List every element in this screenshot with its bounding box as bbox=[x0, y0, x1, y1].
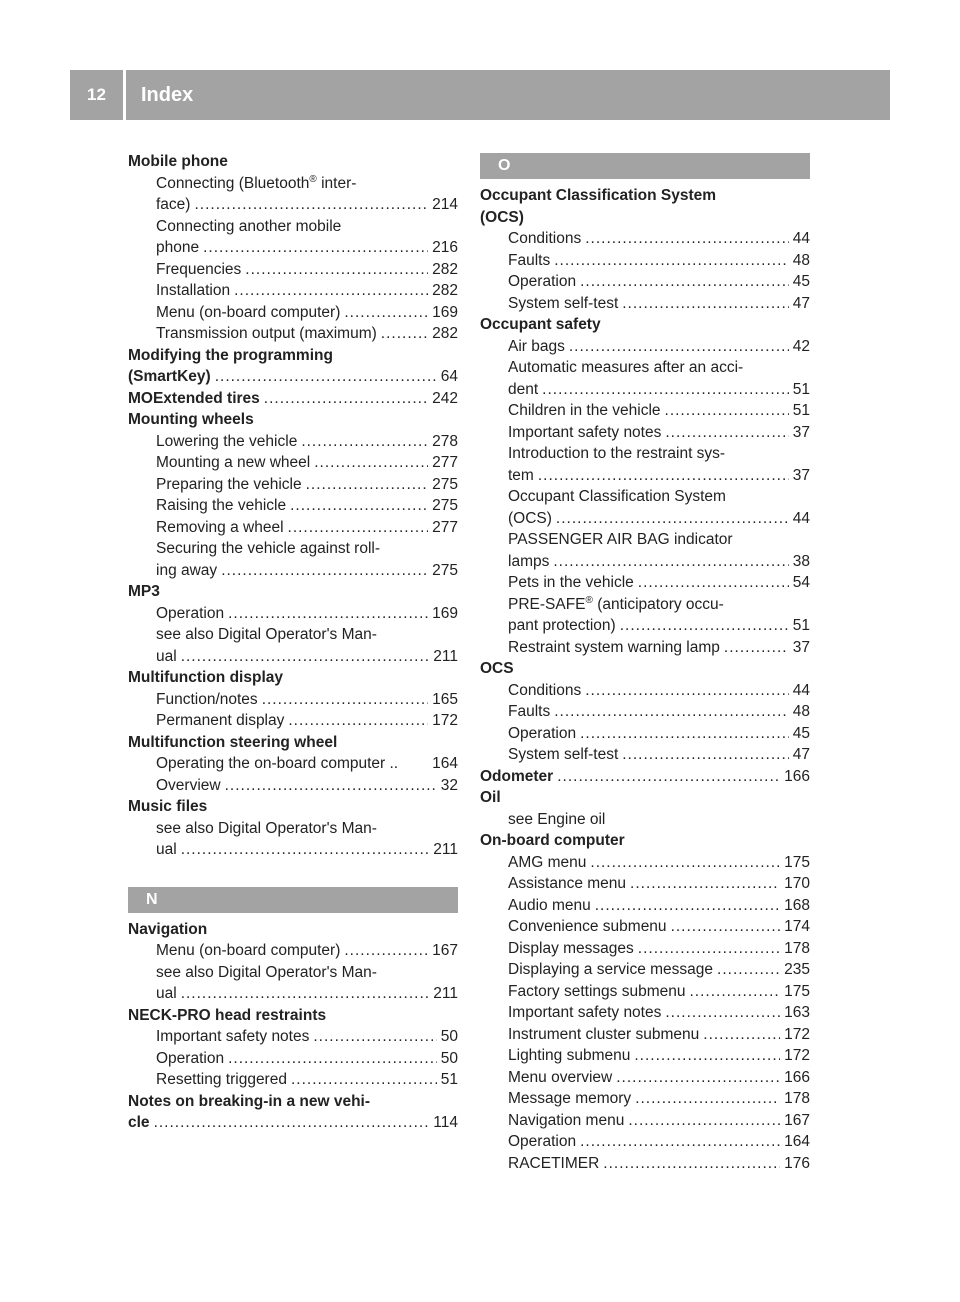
index-subentry: see also Digital Operator's Man- bbox=[156, 626, 377, 643]
index-subentry: Occupant Classification System bbox=[508, 488, 726, 505]
letter-section-n: N bbox=[128, 887, 458, 913]
page-ref: 47 bbox=[792, 294, 810, 312]
page-ref: 51 bbox=[792, 380, 810, 398]
index-heading: Multifunction steering wheel bbox=[128, 733, 338, 751]
letter-section-o: O bbox=[480, 153, 810, 179]
page-ref: 178 bbox=[784, 939, 810, 957]
index-heading: Oil bbox=[480, 789, 501, 806]
index-subentry: Instrument cluster submenu ..... 172 bbox=[480, 1024, 810, 1046]
index-subentry: Overview ..... 32 bbox=[128, 775, 458, 797]
index-subentry: Restraint system warning lamp ..... 37 bbox=[480, 637, 810, 659]
index-heading: Music files bbox=[128, 798, 208, 815]
index-subentry: Operation ..... 45 bbox=[480, 271, 810, 293]
page-ref: 37 bbox=[792, 466, 810, 484]
page-ref: 50 bbox=[440, 1049, 458, 1067]
index-subentry: System self-test ..... 47 bbox=[480, 744, 810, 766]
index-subentry: Operating the on-board computer .. 164 bbox=[128, 753, 458, 775]
index-subentry: Operation ..... 164 bbox=[480, 1131, 810, 1153]
page-ref: 163 bbox=[784, 1004, 810, 1021]
page-ref: 175 bbox=[784, 853, 810, 871]
index-column-left bbox=[128, 151, 458, 1134]
index-subentry: Connecting (Bluetooth® inter- bbox=[156, 173, 357, 192]
index-heading: Occupant safety bbox=[480, 316, 601, 333]
page-ref: 275 bbox=[432, 561, 458, 579]
index-subentry: pant protection) ..... 51 bbox=[480, 615, 810, 637]
index-entry: Odometer ..... 166 bbox=[480, 766, 810, 788]
index-subentry: Conditions ..... 44 bbox=[480, 680, 810, 702]
page-ref: 278 bbox=[432, 432, 458, 450]
page-ref: 166 bbox=[784, 767, 810, 785]
index-heading: Mobile phone bbox=[128, 153, 228, 170]
page-ref: 164 bbox=[784, 1133, 810, 1150]
page-ref: 170 bbox=[784, 875, 810, 892]
page-ref: 174 bbox=[784, 918, 810, 935]
index-subentry: Factory settings submenu ..... 175 bbox=[480, 981, 810, 1003]
index-subentry: ual ..... 211 bbox=[128, 983, 458, 1005]
index-subentry: face) ..... 214 bbox=[128, 194, 458, 216]
page-ref: 172 bbox=[784, 1047, 810, 1064]
index-subentry: ual ..... 211 bbox=[128, 646, 458, 668]
index-heading: Multifunction display bbox=[128, 669, 283, 686]
index-subentry: Removing a wheel ..... 277 bbox=[128, 517, 458, 539]
page-ref: 211 bbox=[433, 647, 458, 665]
page-ref: 167 bbox=[432, 942, 458, 959]
index-heading: Notes on breaking-in a new vehi- bbox=[128, 1092, 371, 1110]
index-heading: On-board computer bbox=[480, 832, 625, 849]
index-heading: Mounting wheels bbox=[128, 411, 254, 428]
index-subentry: Menu (on-board computer) ..... 169 bbox=[128, 302, 458, 324]
index-subentry: Faults ..... 48 bbox=[480, 250, 810, 272]
index-subentry: Operation ..... 169 bbox=[128, 603, 458, 625]
index-subentry: Function/notes ..... 165 bbox=[128, 689, 458, 711]
page-ref: 178 bbox=[784, 1090, 810, 1107]
index-subentry: Frequencies ..... 282 bbox=[128, 259, 458, 281]
index-subentry: lamps ..... 38 bbox=[480, 551, 810, 573]
page-header bbox=[70, 70, 890, 120]
index-subentry: Menu overview ..... 166 bbox=[480, 1067, 810, 1089]
index-entry: MOExtended tires ..... 242 bbox=[128, 388, 458, 410]
index-subentry: Important safety notes ..... 50 bbox=[128, 1026, 458, 1048]
page-ref: 44 bbox=[792, 509, 810, 527]
page-ref: 37 bbox=[792, 423, 810, 441]
onboard-computer-list bbox=[480, 852, 810, 1175]
index-subentry: Transmission output (maximum) ..... 282 bbox=[128, 323, 458, 345]
index-subentry: Children in the vehicle ..... 51 bbox=[480, 400, 810, 422]
index-subentry: RACETIMER ..... 176 bbox=[480, 1153, 810, 1175]
page-ref: 277 bbox=[432, 518, 458, 536]
page-ref: 275 bbox=[432, 497, 458, 514]
index-heading: Navigation bbox=[128, 920, 208, 938]
index-subentry: Important safety notes ..... 163 bbox=[480, 1002, 810, 1024]
index-heading: Modifying the programming bbox=[128, 346, 333, 364]
page-ref: 50 bbox=[440, 1028, 458, 1045]
page-ref: 114 bbox=[433, 1114, 458, 1131]
page-ref: 32 bbox=[440, 776, 458, 794]
page-title: Index bbox=[141, 83, 194, 106]
page-ref: 48 bbox=[792, 251, 810, 269]
page-ref: 172 bbox=[784, 1025, 810, 1043]
index-subentry: AMG menu ..... 175 bbox=[480, 852, 810, 874]
index-subentry: Resetting triggered ..... 51 bbox=[128, 1069, 458, 1091]
index-subentry: Pets in the vehicle ..... 54 bbox=[480, 572, 810, 594]
index-subentry: Preparing the vehicle ..... 275 bbox=[128, 474, 458, 496]
index-subentry: Connecting another mobile bbox=[156, 217, 342, 235]
index-subentry: Air bags ..... 42 bbox=[480, 336, 810, 358]
page-ref: 168 bbox=[784, 896, 810, 914]
page-ref: 214 bbox=[432, 196, 458, 213]
index-subentry: Permanent display ..... 172 bbox=[128, 710, 458, 732]
page-ref: 51 bbox=[792, 617, 810, 634]
page-ref: 169 bbox=[432, 604, 458, 622]
page-ref: 44 bbox=[792, 230, 810, 247]
page-ref: 211 bbox=[433, 841, 458, 858]
page-ref: 172 bbox=[432, 712, 458, 729]
index-subentry: Audio menu ..... 168 bbox=[480, 895, 810, 917]
index-subentry: Navigation menu ..... 167 bbox=[480, 1110, 810, 1132]
page-ref: 54 bbox=[792, 574, 810, 591]
index-subentry: Assistance menu ..... 170 bbox=[480, 873, 810, 895]
index-entry: cle ..... 114 bbox=[128, 1112, 458, 1134]
index-entry: (SmartKey) ..... 64 bbox=[128, 366, 458, 388]
page-ref: 167 bbox=[784, 1111, 810, 1129]
index-subentry: Convenience submenu ..... 174 bbox=[480, 916, 810, 938]
index-subentry: Displaying a service message ..... 235 bbox=[480, 959, 810, 981]
index-subentry: Menu (on-board computer) ..... 167 bbox=[128, 940, 458, 962]
page-ref: 216 bbox=[432, 239, 458, 256]
index-subentry: Installation ..... 282 bbox=[128, 280, 458, 302]
index-subentry: Important safety notes ..... 37 bbox=[480, 422, 810, 444]
page-number: 12 bbox=[70, 70, 126, 120]
index-subentry: Securing the vehicle against roll- bbox=[156, 540, 381, 557]
page-ref: 282 bbox=[432, 325, 458, 342]
page-ref: 166 bbox=[784, 1068, 810, 1086]
index-column-right bbox=[480, 153, 810, 1174]
page-ref: 275 bbox=[432, 475, 458, 493]
page-ref: 169 bbox=[432, 303, 458, 321]
page-ref: 277 bbox=[432, 454, 458, 471]
index-subentry: Lowering the vehicle ..... 278 bbox=[128, 431, 458, 453]
page-ref: 45 bbox=[792, 273, 810, 290]
page-ref: 164 bbox=[432, 755, 458, 772]
page-ref: 176 bbox=[784, 1154, 810, 1172]
page-ref: 51 bbox=[792, 402, 810, 419]
page-ref: 165 bbox=[432, 690, 458, 708]
page-ref: 38 bbox=[792, 552, 810, 570]
index-subentry: Automatic measures after an acci- bbox=[508, 359, 744, 376]
index-subentry: Raising the vehicle ..... 275 bbox=[128, 495, 458, 517]
index-subentry: ing away ..... 275 bbox=[128, 560, 458, 582]
index-subentry: dent ..... 51 bbox=[480, 379, 810, 401]
page-ref: 48 bbox=[792, 703, 810, 720]
index-subentry: Operation ..... 50 bbox=[128, 1048, 458, 1070]
index-subentry: Mounting a new wheel ..... 277 bbox=[128, 452, 458, 474]
page-ref: 242 bbox=[432, 389, 458, 407]
page-ref: 47 bbox=[792, 746, 810, 763]
page-ref: 44 bbox=[792, 681, 810, 699]
index-subentry: System self-test ..... 47 bbox=[480, 293, 810, 315]
page-ref: 235 bbox=[784, 961, 810, 978]
index-subentry: see also Digital Operator's Man- bbox=[156, 819, 377, 837]
page-ref: 37 bbox=[792, 638, 810, 656]
index-subentry: tem ..... 37 bbox=[480, 465, 810, 487]
index-subentry: Display messages ..... 178 bbox=[480, 938, 810, 960]
index-subentry: Faults ..... 48 bbox=[480, 701, 810, 723]
page-ref: 282 bbox=[432, 260, 458, 278]
page-ref: 42 bbox=[792, 337, 810, 355]
index-subentry: see Engine oil bbox=[508, 810, 606, 828]
page-ref: 211 bbox=[433, 985, 458, 1002]
index-subentry: ual ..... 211 bbox=[128, 839, 458, 861]
page-ref: 45 bbox=[792, 724, 810, 742]
index-subentry: phone ..... 216 bbox=[128, 237, 458, 259]
index-heading: NECK-PRO head restraints bbox=[128, 1006, 327, 1024]
page-ref: 282 bbox=[432, 282, 458, 299]
index-heading: OCS bbox=[480, 660, 514, 677]
index-heading: (OCS) bbox=[480, 208, 524, 226]
page-ref: 51 bbox=[440, 1071, 458, 1088]
index-subentry: Conditions ..... 44 bbox=[480, 228, 810, 250]
index-subentry: PRE-SAFE® (anticipatory occu- bbox=[508, 594, 724, 613]
page-ref: 64 bbox=[440, 368, 458, 385]
page-ref: 175 bbox=[784, 982, 810, 1000]
index-heading: Occupant Classification System bbox=[480, 187, 717, 204]
index-subentry: Operation ..... 45 bbox=[480, 723, 810, 745]
index-subentry: Lighting submenu ..... 172 bbox=[480, 1045, 810, 1067]
index-subentry: Message memory ..... 178 bbox=[480, 1088, 810, 1110]
index-subentry: (OCS) ..... 44 bbox=[480, 508, 810, 530]
index-subentry: Introduction to the restraint sys- bbox=[508, 445, 726, 462]
index-subentry: PASSENGER AIR BAG indicator bbox=[508, 531, 733, 548]
index-heading: MP3 bbox=[128, 583, 160, 600]
index-subentry: see also Digital Operator's Man- bbox=[156, 963, 377, 981]
